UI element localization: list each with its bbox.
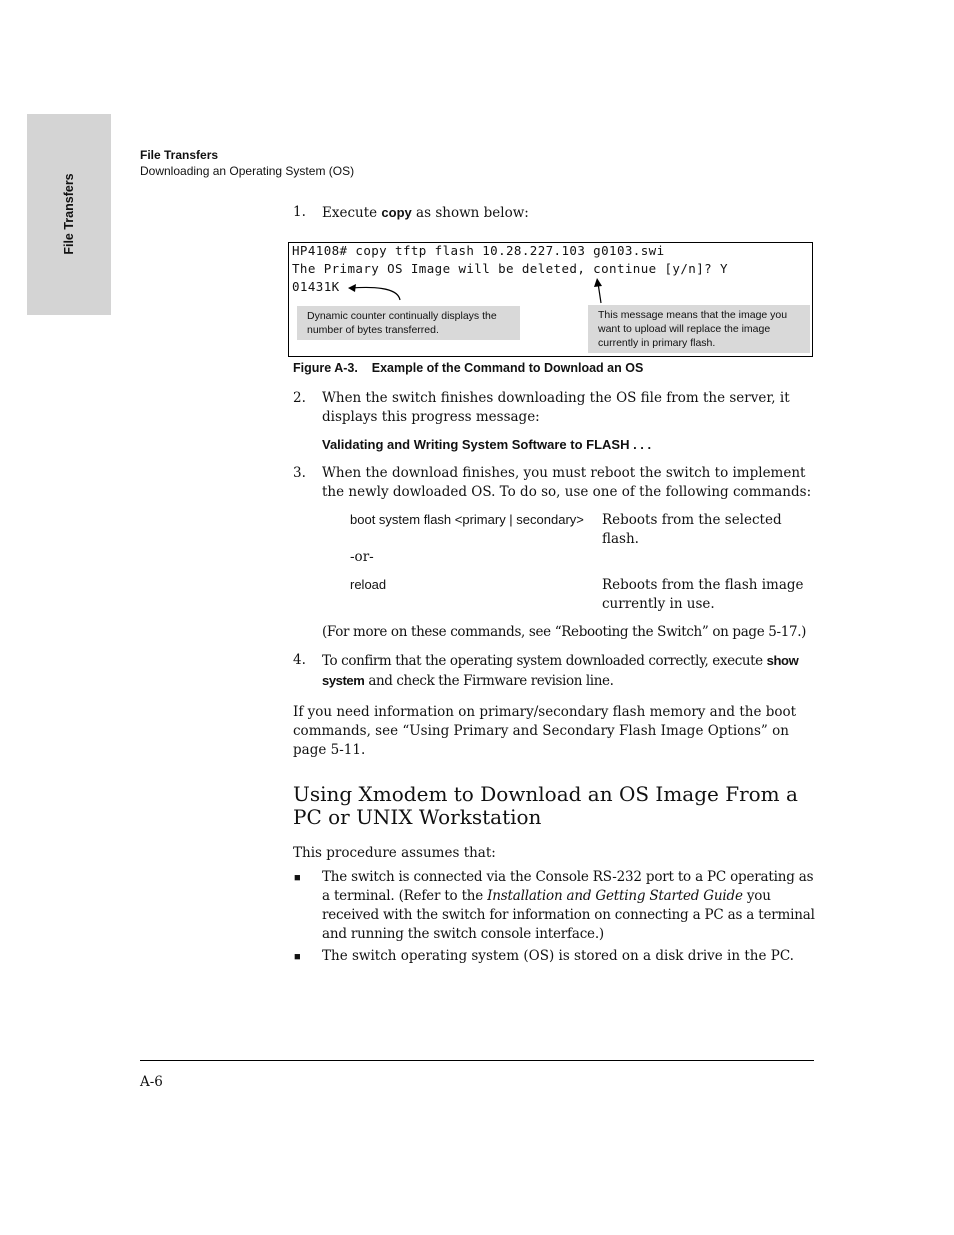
reload-command: reload (350, 577, 387, 592)
terminal-line-2: The Primary OS Image will be deleted, continue [y/n]? Y (292, 261, 728, 276)
show-system-command: show system (322, 653, 799, 688)
figure-caption: Figure A-3. Example of the Command to Download an OS (293, 361, 644, 375)
section-heading: Using Xmodem to Download an OS Image From a PC or UNIX Workstation (293, 782, 798, 829)
callout-arrows (340, 276, 620, 306)
boot-command: boot system flash <primary | secondary> (350, 512, 584, 527)
step-4-text: To confirm that the operating system downloaded correctly, execute show system and check the Firmware revision line. (322, 653, 799, 689)
callout-dynamic-counter: Dynamic counter continually displays the number of bytes transferred. (297, 306, 520, 340)
step-2-number: 2. (293, 390, 306, 406)
step-3-number: 3. (293, 465, 306, 481)
step-3-text: When the download finishes, you must reboot the switch to implement the newly dowloaded OS. To do so, use one of the following commands: (322, 465, 812, 500)
copy-command: copy (381, 205, 412, 220)
reload-command-description: Reboots from the flash image currently in use. (602, 577, 804, 612)
terminal-line-3: 01431K (292, 279, 340, 294)
step-1-text: Execute copy as shown below: (322, 205, 529, 221)
or-separator: -or- (350, 549, 374, 565)
step-4-number: 4. (293, 652, 306, 668)
progress-message: Validating and Writing System Software to FLASH . . . (322, 437, 652, 452)
terminal-line-1: HP4108# copy tftp flash 10.28.227.103 g0103.swi (292, 243, 665, 258)
flash-info-paragraph: If you need information on primary/secondary flash memory and the boot commands, see “Using Primary and Secondary Flash Image Options” on page 5-11. (293, 704, 797, 758)
step-2-text: When the switch finishes downloading the OS file from the server, it displays this progress message: (322, 390, 790, 425)
bullet-square-icon: ■ (294, 872, 301, 884)
running-header-title: File Transfers (140, 148, 219, 162)
footer-rule (140, 1060, 814, 1061)
bullet-2-text: The switch operating system (OS) is stored on a disk drive in the PC. (322, 948, 794, 964)
callout-primary-message: This message means that the image you want to upload will replace the image currently in primary flash. (588, 305, 810, 353)
running-header-subtitle: Downloading an Operating System (OS) (140, 164, 355, 178)
step-1-number: 1. (293, 204, 306, 220)
bullet-square-icon: ■ (294, 951, 301, 963)
section-intro: This procedure assumes that: (293, 845, 496, 861)
guide-title: Installation and Getting Started Guide (487, 888, 743, 904)
side-tab-label: File Transfers (62, 173, 76, 255)
bullet-1-text: The switch is connected via the Console RS-232 port to a PC operating as a terminal. (Refer to the Installation and Getting Started Guide you received with the switch for information on connecting a PC as a terminal and running the switch console interface.) (322, 869, 815, 942)
boot-command-description: Reboots from the selected flash. (602, 512, 782, 547)
page-number: A-6 (140, 1074, 163, 1090)
commands-reference-note: (For more on these commands, see “Rebooting the Switch” on page 5-17.) (322, 624, 807, 640)
